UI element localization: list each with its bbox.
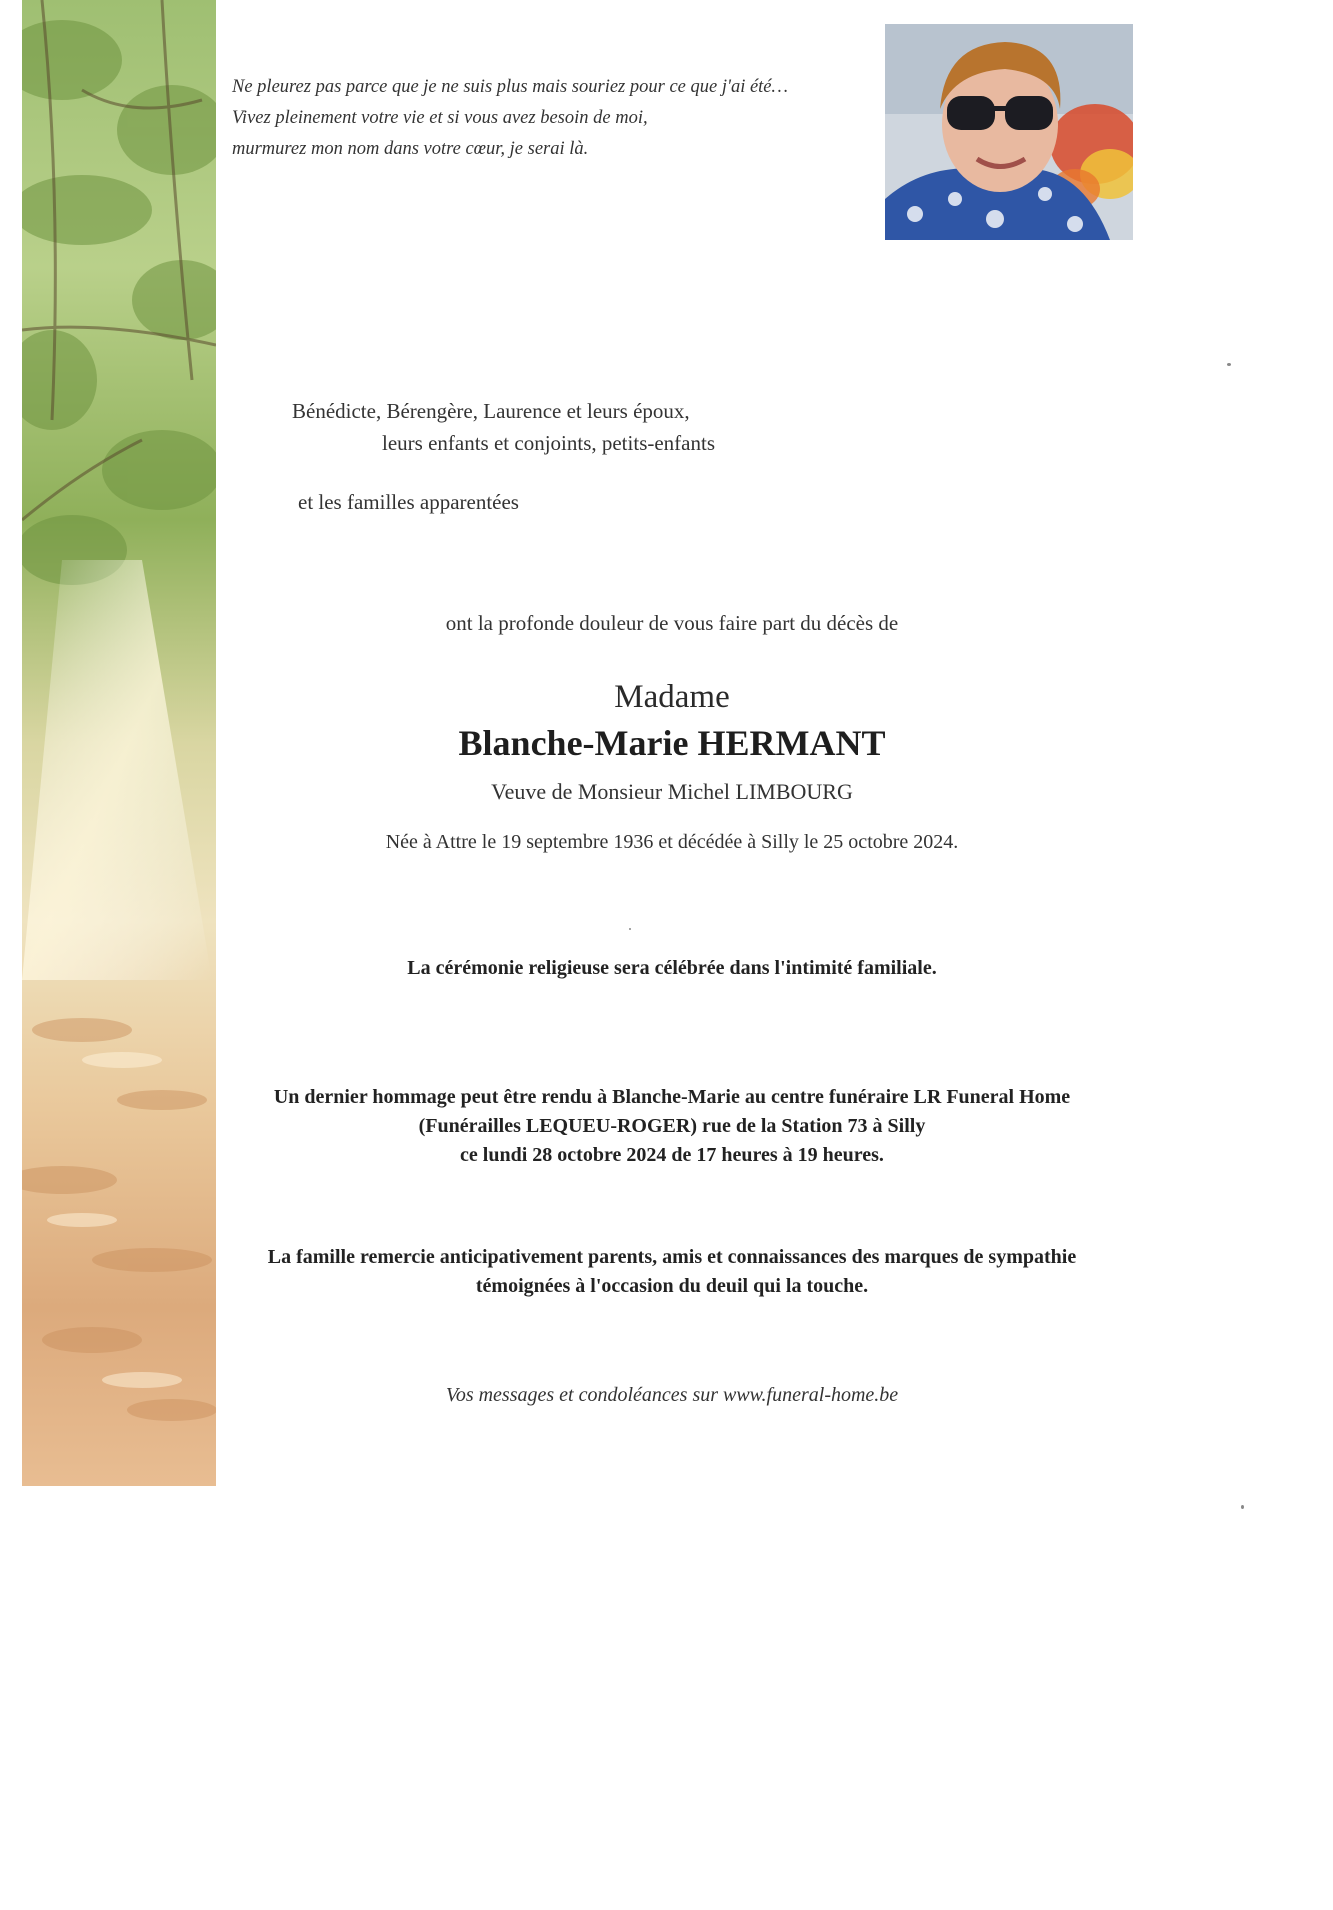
family-line-2: leurs enfants et conjoints, petits-enfants [382,431,715,455]
family-names [292,395,852,459]
family-line-1: Bénédicte, Bérengère, Laurence et leurs époux, [292,399,690,423]
poem-line: Ne pleurez pas parce que je ne suis plus mais souriez pour ce que j'ai été… [232,77,788,97]
widow-of: Veuve de Monsieur Michel LIMBOURG [491,779,853,804]
homage-line-3: ce lundi 28 octobre 2024 de 17 heures à 19 heures. [460,1144,884,1166]
birth-death-dates: Née à Attre le 19 septembre 1936 et décédée à Silly le 25 octobre 2024. [385,831,959,853]
ceremony-notice: La cérémonie religieuse sera célébrée dans l'intimité familiale. [407,957,937,979]
poem-line: Vivez pleinement votre vie et si vous avez besoin de moi, [232,108,648,128]
forest-path-image [22,0,216,1486]
poem-line: murmurez mon nom dans votre cœur, je serai là. [232,139,589,159]
homage-line-2: (Funérailles LEQUEU-ROGER) rue de la Station 73 à Silly [418,1115,926,1137]
honorific-title: Madame [614,679,730,715]
thanks-line-2: témoignées à l'occasion du deuil qui la touche. [475,1275,869,1297]
thanks-notice [232,1243,1112,1301]
thanks-line-1: La famille remercie anticipativement parents, amis et connaissances des marques de sympathie [267,1246,1077,1268]
homage-line-1: Un dernier hommage peut être rendu à Blanche-Marie au centre funéraire LR Funeral Home [273,1086,1071,1108]
announcement-intro: ont la profonde douleur de vous faire part du décès de [445,611,899,635]
related-families: et les familles apparentées [298,490,519,514]
homage-notice [232,1083,1112,1170]
portrait-photo [885,24,1133,240]
scan-speck [1227,363,1231,366]
scan-speck [1241,1505,1244,1509]
poem [232,72,872,165]
scan-speck [629,928,631,930]
condolences-website: Vos messages et condoléances sur www.funeral-home.be [445,1384,899,1406]
deceased-name: Blanche-Marie HERMANT [458,723,886,763]
